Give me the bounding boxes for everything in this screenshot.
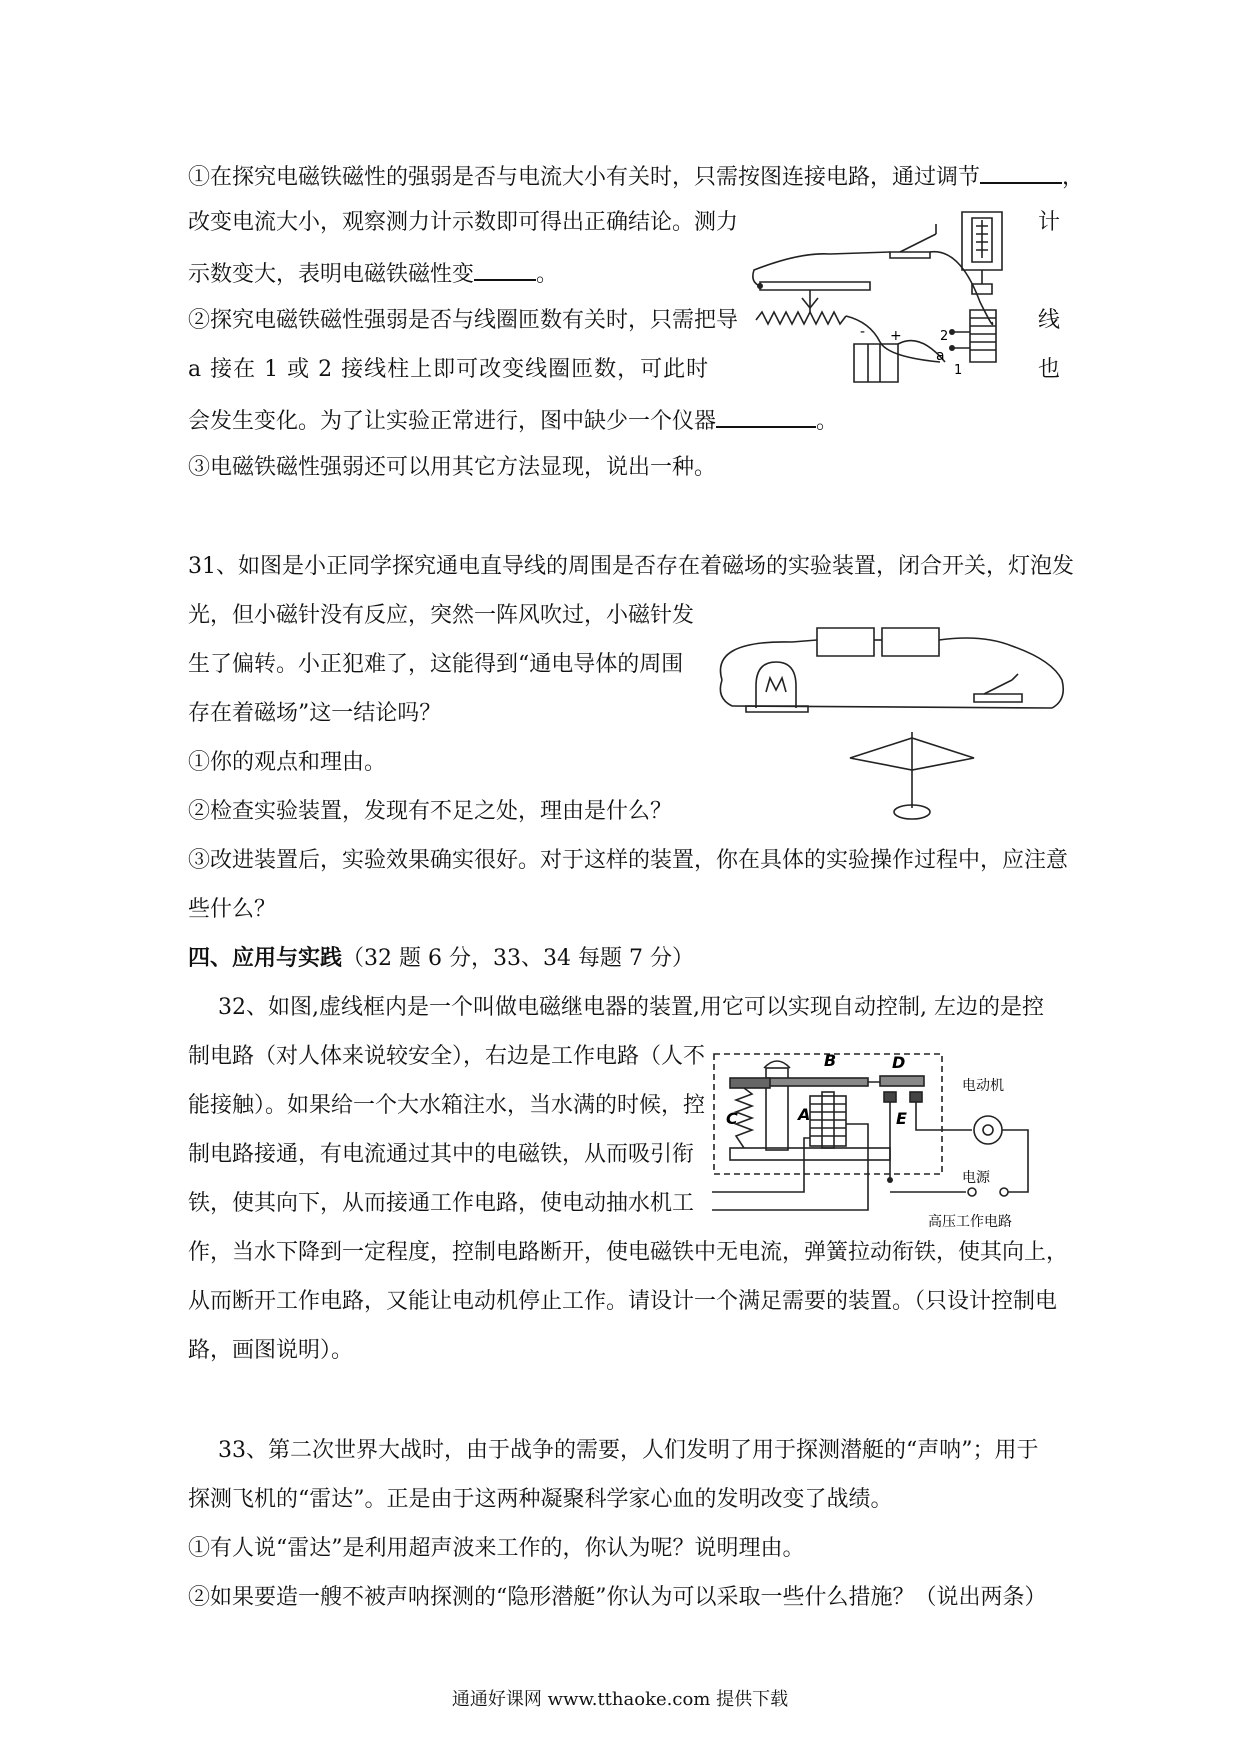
- q33-text-2: 探测飞机的“雷达”。正是由于这两种凝聚科学家心血的发明改变了战绩。: [188, 1487, 893, 1512]
- q32-text-3: 能接触）。如果给一个大水箱注水，当水满的时候，控: [188, 1093, 706, 1118]
- q31-text-7: ③改进装置后，实验效果确实很好。对于这样的装置，你在具体的实验操作过程中，应注意: [188, 848, 1069, 873]
- answer-blank-1[interactable]: [980, 160, 1062, 184]
- q31-line-5: [188, 748, 386, 778]
- q30-text-5: a 接在 1 或 2 接线柱上即可改变线圈匝数，可此时: [188, 357, 710, 382]
- relay-figure: [712, 1052, 1052, 1232]
- q31-line-1: [188, 552, 1074, 582]
- terminal-2-label: 2: [940, 329, 949, 344]
- q31-text-5: ①你的观点和理由。: [188, 750, 387, 775]
- q32-line-2: [188, 1042, 705, 1072]
- hv-circuit-label: 高压工作电路: [928, 1214, 1012, 1230]
- section-4-heading: [188, 944, 694, 974]
- punct: ，: [1062, 165, 1085, 190]
- q33-line-4: [188, 1583, 1047, 1613]
- q32-line-8: [188, 1336, 353, 1366]
- q32-line-3: [188, 1091, 705, 1121]
- relay-label-C: C: [726, 1109, 738, 1128]
- answer-blank-2[interactable]: [474, 257, 536, 281]
- wire-a-label: a: [936, 348, 945, 364]
- q31-line-8: [188, 895, 276, 925]
- q33-line-3: [188, 1534, 805, 1564]
- q30-text-2: 改变电流大小，观察测力计示数即可得出正确结论。测力: [188, 210, 739, 235]
- q32-line-5: [188, 1189, 694, 1219]
- q30-line-1: [188, 160, 1084, 193]
- relay-label-E: E: [896, 1109, 907, 1128]
- motor-label: 电动机: [962, 1078, 1004, 1094]
- q30-line-3: [188, 257, 558, 290]
- q32-text-5: 铁，使其向下，从而接通工作电路，使电动抽水机工: [188, 1191, 695, 1216]
- q31-text-4: 存在着磁场”这一结论吗？: [188, 701, 442, 726]
- q33-text-1: 33、第二次世界大战时，由于战争的需要，人们发明了用于探测潜艇的“声呐”；用于: [218, 1438, 1039, 1463]
- q32-text-1: 32、如图,虚线框内是一个叫做电磁继电器的装置,用它可以实现自动控制, 左边的是控: [218, 995, 1044, 1020]
- q31-text-8: 些什么？: [188, 897, 277, 922]
- relay-label-A: A: [798, 1105, 811, 1124]
- punct: 。: [536, 262, 559, 287]
- q30-line-7: [188, 453, 716, 483]
- q30-text-1: ①在探究电磁铁磁性的强弱是否与电流大小有关时，只需按图连接电路，通过调节: [188, 165, 981, 190]
- q30-text-4: ②探究电磁铁磁性强弱是否与线圈匝数有关时，只需把导: [188, 308, 739, 333]
- section-4-title: 四、应用与实践: [188, 946, 343, 971]
- q30-line-6: [188, 404, 838, 437]
- q30-line-5: [188, 355, 709, 385]
- q32-text-6: 作，当水下降到一定程度，控制电路断开，使电磁铁中无电流，弹簧拉动衔铁，使其向上，: [188, 1240, 1069, 1265]
- q31-line-6: [188, 797, 672, 827]
- q30-text-7: ③电磁铁磁性强弱还可以用其它方法显现，说出一种。: [188, 455, 717, 480]
- page-footer: 通通好课网 www.tthaoke.com 提供下载: [451, 1689, 789, 1710]
- relay-label-B: B: [824, 1051, 837, 1070]
- q32-text-4: 制电路接通，有电流通过其中的电磁铁，从而吸引衔: [188, 1142, 695, 1167]
- power-label: 电源: [962, 1170, 990, 1186]
- relay-label-D: D: [892, 1053, 906, 1072]
- q31-line-7: [188, 846, 1068, 876]
- q33-text-3: ①有人说“雷达”是利用超声波来工作的，你认为呢？说明理由。: [188, 1536, 805, 1561]
- q32-line-6: [188, 1238, 1068, 1268]
- q30-line-2: [188, 208, 738, 238]
- q31-text-1: 31、如图是小正同学探究通电直导线的周围是否存在着磁场的实验装置，闭合开关，灯泡发: [188, 554, 1074, 579]
- q33-line-1: [218, 1436, 1039, 1466]
- q30-line-4: [188, 306, 738, 336]
- electromagnet-circuit-figure: [740, 212, 1040, 392]
- q30-line-5-end: 也: [1038, 357, 1061, 382]
- q30-line-4-end: 线: [1038, 308, 1061, 333]
- q31-line-2: [188, 601, 694, 631]
- punct: 。: [816, 409, 839, 434]
- q32-line-7: [188, 1287, 1057, 1317]
- q30-line-2-end: 计: [1038, 210, 1061, 235]
- q32-line-1: [218, 993, 1044, 1023]
- battery-plus-label: +: [890, 328, 902, 344]
- q31-text-2: 光，但小磁针没有反应，突然一阵风吹过，小磁针发: [188, 603, 695, 628]
- q33-line-2: [188, 1485, 893, 1515]
- q31-text-6: ②检查实验装置，发现有不足之处，理由是什么？: [188, 799, 673, 824]
- battery-minus-label: -: [860, 324, 866, 340]
- q30-text-3: 示数变大，表明电磁铁磁性变: [188, 262, 475, 287]
- q33-text-4: ②如果要造一艘不被声呐探测的“隐形潜艇”你认为可以采取一些什么措施？（说出两条）: [188, 1585, 1047, 1610]
- straight-wire-compass-figure: [712, 620, 1072, 780]
- q31-text-3: 生了偏转。小正犯难了，这能得到“通电导体的周围: [188, 652, 684, 677]
- q31-line-4: [188, 699, 441, 729]
- q30-text-6: 会发生变化。为了让实验正常进行，图中缺少一个仪器: [188, 409, 717, 434]
- terminal-1-label: 1: [954, 363, 963, 378]
- answer-blank-3[interactable]: [716, 404, 816, 428]
- q32-text-2: 制电路（对人体来说较安全），右边是工作电路（人不: [188, 1044, 706, 1069]
- q32-line-4: [188, 1140, 694, 1170]
- q32-text-7: 从而断开工作电路，又能让电动机停止工作。请设计一个满足需要的装置。（只设计控制电: [188, 1289, 1058, 1314]
- q31-line-3: [188, 650, 683, 680]
- section-4-note: （32 题 6 分，33、34 每题 7 分）: [342, 946, 694, 971]
- q32-text-8: 路，画图说明）。: [188, 1338, 354, 1363]
